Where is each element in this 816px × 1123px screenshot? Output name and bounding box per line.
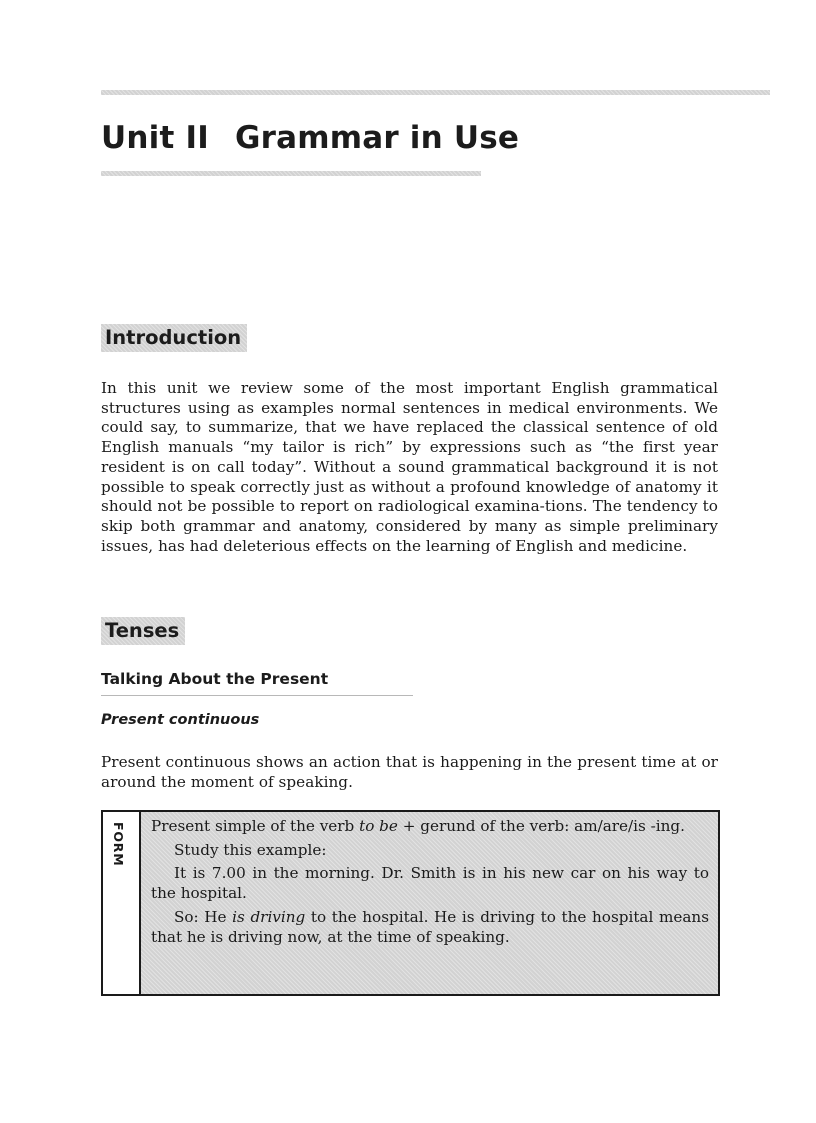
introduction-paragraph: In this unit we review some of the most important English grammatical structures using as examples normal sentences in medical environments. We could say, to summarize, that we have replaced the classical sentence of old English manuals “my tailor is rich” by expressions such as “the first year resident is on call today”. Without a sound grammatical background it is not possible to speak correctly just as without a profound knowledge of anatomy it should not be possible to report on radiological examina-tions. The tendency to skip both grammar and anatomy, considered by many as simple preliminary issues, has had deleterious effects on the learning of English and medicine. xyxy=(101,379,718,555)
unit-title xyxy=(101,120,519,156)
form-label: FORM xyxy=(111,822,126,867)
form-rule-suffix: + gerund of the verb: am/are/is -ing. xyxy=(397,817,685,835)
top-divider xyxy=(101,90,770,95)
tenses-heading: Tenses xyxy=(101,617,185,645)
form-content xyxy=(141,812,718,994)
present-continuous-heading: Present continuous xyxy=(101,712,260,728)
so-prefix: So: He xyxy=(174,907,233,926)
form-rule xyxy=(151,817,709,837)
form-rule-verb: to be xyxy=(359,817,398,835)
title-underline xyxy=(101,171,481,176)
subheading-underline xyxy=(101,695,413,696)
form-tab xyxy=(103,812,141,994)
example-text: It is 7.00 in the morning. Dr. Smith is in his new car on his way to the hospital. xyxy=(151,864,709,903)
study-line: Study this example: xyxy=(174,840,327,859)
talking-about-present-heading: Talking About the Present xyxy=(101,670,329,688)
form-rule-prefix: Present simple of the verb xyxy=(151,817,360,835)
so-verb: is driving xyxy=(232,907,306,926)
unit-number: Unit II xyxy=(101,120,209,156)
unit-heading: Grammar in Use xyxy=(234,120,520,156)
introduction-heading: Introduction xyxy=(101,324,247,352)
present-continuous-paragraph: Present continuous shows an action that is happening in the present time at or around the moment of speaking. xyxy=(101,753,718,791)
so-suffix: to the hospital. He is driving to the hospital means that he is driving now, at the time of speaking. xyxy=(151,907,709,946)
so-explanation xyxy=(151,908,709,947)
form-box xyxy=(101,810,720,996)
